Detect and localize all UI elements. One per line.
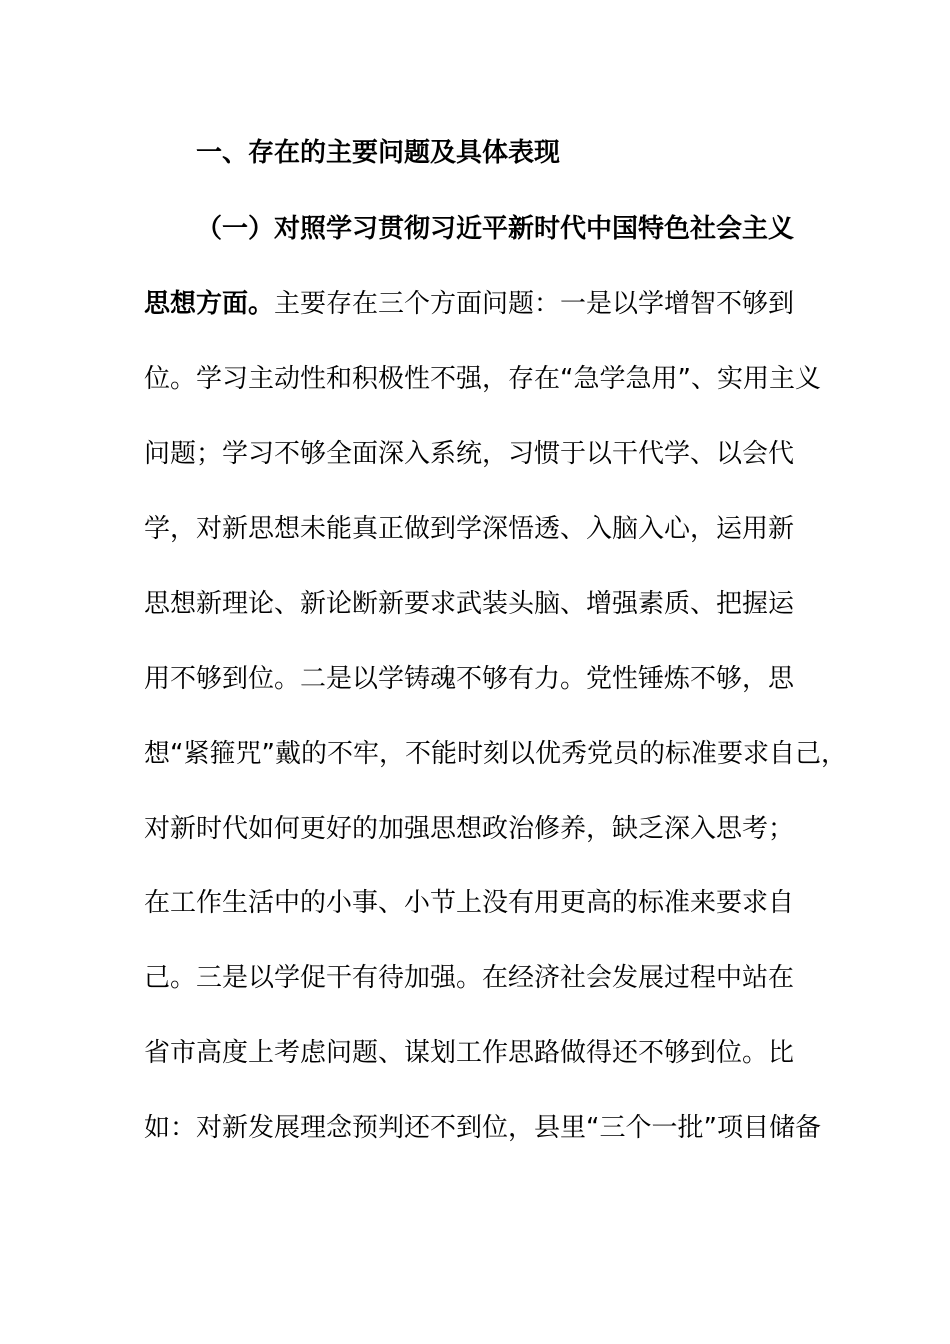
section-heading: 一、存在的主要问题及具体表现 [196,138,561,168]
paragraph-line: 在工作生活中的小事、小节上没有用更高的标准来要求自 [144,888,795,918]
paragraph-line: 如：对新发展理念预判还不到位，县里“三个一批”项目储备 [144,1113,821,1143]
paragraph-line: 思想新理论、新论断新要求武装头脑、增强素质、把握运 [144,589,795,619]
subsection-heading: （一）对照学习贯彻习近平新时代中国特色社会主义 [196,214,795,244]
paragraph-line: 想“紧箍咒”戴的不牢，不能时刻以优秀党员的标准要求自己， [144,739,847,769]
paragraph-line: 问题；学习不够全面深入系统，习惯于以干代学、以会代 [144,439,795,469]
paragraph-line: 对新时代如何更好的加强思想政治修养，缺乏深入思考； [144,814,795,844]
paragraph-line: 学，对新思想未能真正做到学深悟透、入脑入心，运用新 [144,514,795,544]
paragraph-line: 己。三是以学促干有待加强。在经济社会发展过程中站在 [144,963,795,993]
paragraph-line [144,287,844,321]
paragraph-line: 省市高度上考虑问题、谋划工作思路做得还不够到位。比 [144,1038,795,1068]
paragraph-line: 位。学习主动性和积极性不强，存在“急学急用”、实用主义 [144,364,821,394]
subsection-heading-continuation: 思想方面。 [144,289,275,319]
paragraph-text: 主要存在三个方面问题：一是以学增智不够到 [274,289,795,319]
paragraph-line: 用不够到位。二是以学铸魂不够有力。党性锤炼不够，思 [144,664,795,694]
